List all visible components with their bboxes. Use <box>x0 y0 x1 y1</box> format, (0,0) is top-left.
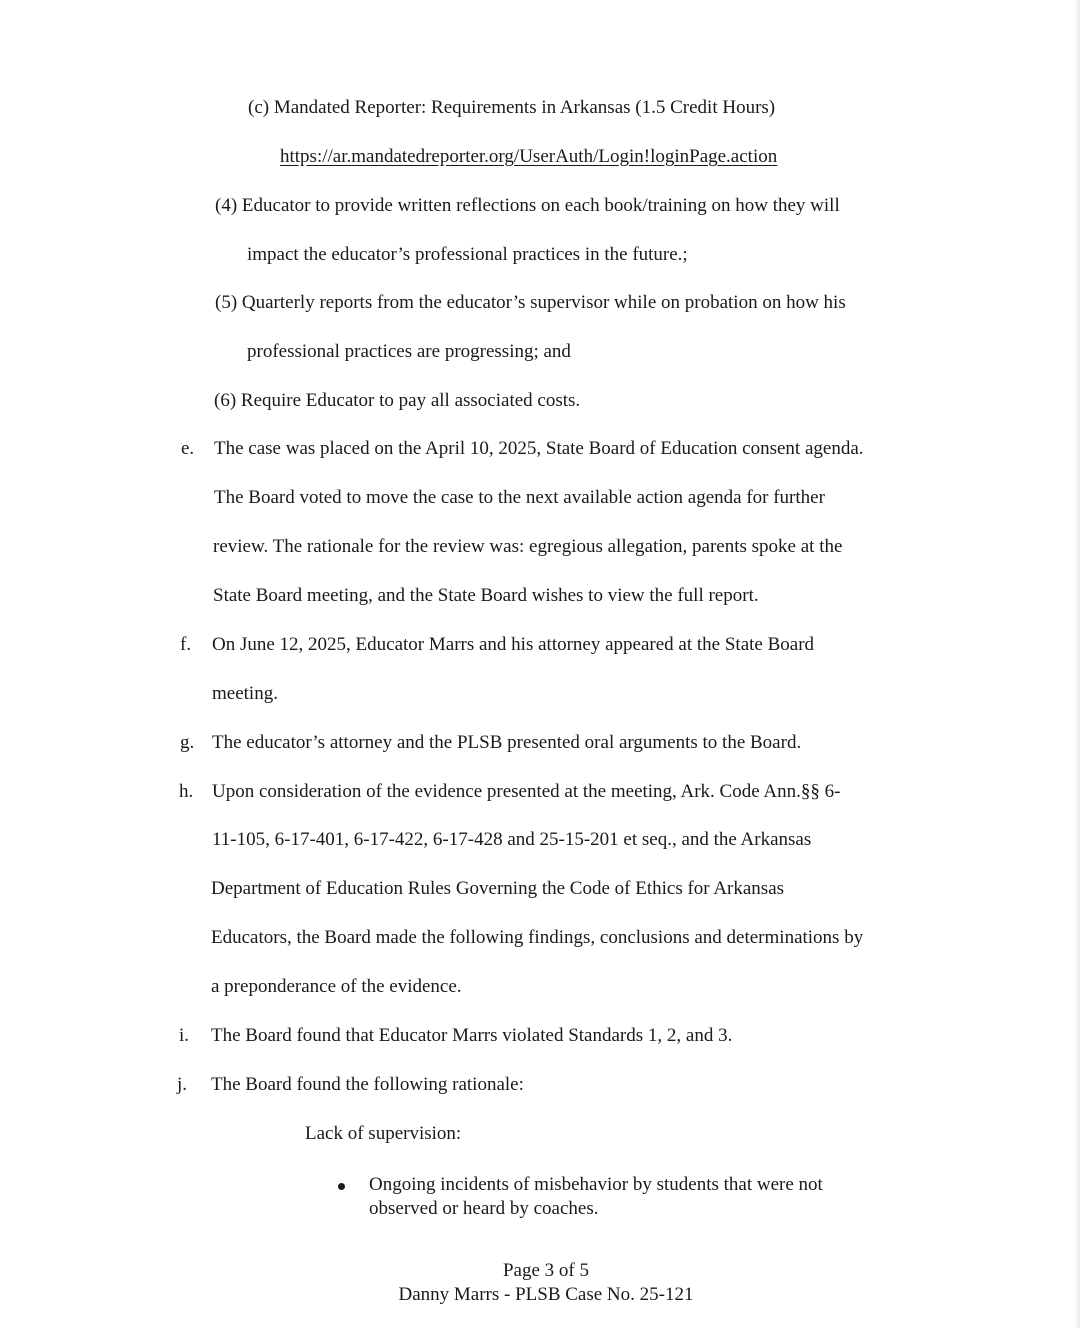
item-6-line-1: (6) Require Educator to pay all associated costs. <box>214 390 581 411</box>
paragraph-j-marker: j. <box>177 1074 188 1095</box>
paragraph-i-line-1: The Board found that Educator Marrs violated Standards 1, 2, and 3. <box>211 1025 733 1046</box>
paragraph-h-line-5: a preponderance of the evidence. <box>211 976 462 997</box>
rationale-bullet-line-2: observed or heard by coaches. <box>369 1198 599 1219</box>
paragraph-g-marker: g. <box>180 732 195 753</box>
item-4-line-1: (4) Educator to provide written reflections on each book/training on how they will <box>215 195 840 216</box>
bullet-dot-icon <box>338 1183 345 1190</box>
paragraph-j-line-1: The Board found the following rationale: <box>211 1074 524 1095</box>
item-5-line-2: professional practices are progressing; and <box>247 341 571 362</box>
paragraph-h-line-1: Upon consideration of the evidence presented at the meeting, Ark. Code Ann.§§ 6- <box>212 781 841 802</box>
paragraph-h-marker: h. <box>179 781 194 802</box>
paragraph-e-line-4: State Board meeting, and the State Board wishes to view the full report. <box>213 585 759 606</box>
footer-case-number: Danny Marrs - PLSB Case No. 25-121 <box>398 1284 694 1305</box>
mandated-reporter-link[interactable]: https://ar.mandatedreporter.org/UserAuth/Login!loginPage.action <box>280 146 778 167</box>
paragraph-e-line-3: review. The rationale for the review was: egregious allegation, parents spoke at the <box>213 536 843 557</box>
paragraph-e-line-1: The case was placed on the April 10, 2025, State Board of Education consent agenda. <box>214 438 864 459</box>
paragraph-f-marker: f. <box>180 634 192 655</box>
paragraph-f-line-2: meeting. <box>212 683 278 704</box>
item-c-text: (c) Mandated Reporter: Requirements in Arkansas (1.5 Credit Hours) <box>248 97 776 118</box>
item-5-line-1: (5) Quarterly reports from the educator’s supervisor while on probation on how his <box>215 292 846 313</box>
footer-page-number: Page 3 of 5 <box>502 1260 589 1281</box>
paragraph-f-line-1: On June 12, 2025, Educator Marrs and his attorney appeared at the State Board <box>212 634 815 655</box>
paragraph-h-line-2: 11-105, 6-17-401, 6-17-422, 6-17-428 and 25-15-201 et seq., and the Arkansas <box>212 829 812 850</box>
paragraph-e-line-2: The Board voted to move the case to the next available action agenda for further <box>214 487 825 508</box>
rationale-heading: Lack of supervision: <box>305 1123 462 1144</box>
paragraph-g-line-1: The educator’s attorney and the PLSB presented oral arguments to the Board. <box>212 732 802 753</box>
item-4-line-2: impact the educator’s professional practices in the future.; <box>247 244 688 265</box>
paragraph-h-line-3: Department of Education Rules Governing the Code of Ethics for Arkansas <box>211 878 785 899</box>
paragraph-h-line-4: Educators, the Board made the following findings, conclusions and determinations by <box>211 927 864 948</box>
scan-edge-shadow <box>1074 0 1080 1328</box>
paragraph-e-marker: e. <box>181 438 195 459</box>
paragraph-i-marker: i. <box>179 1025 190 1046</box>
rationale-bullet-line-1: Ongoing incidents of misbehavior by students that were not <box>369 1174 823 1195</box>
